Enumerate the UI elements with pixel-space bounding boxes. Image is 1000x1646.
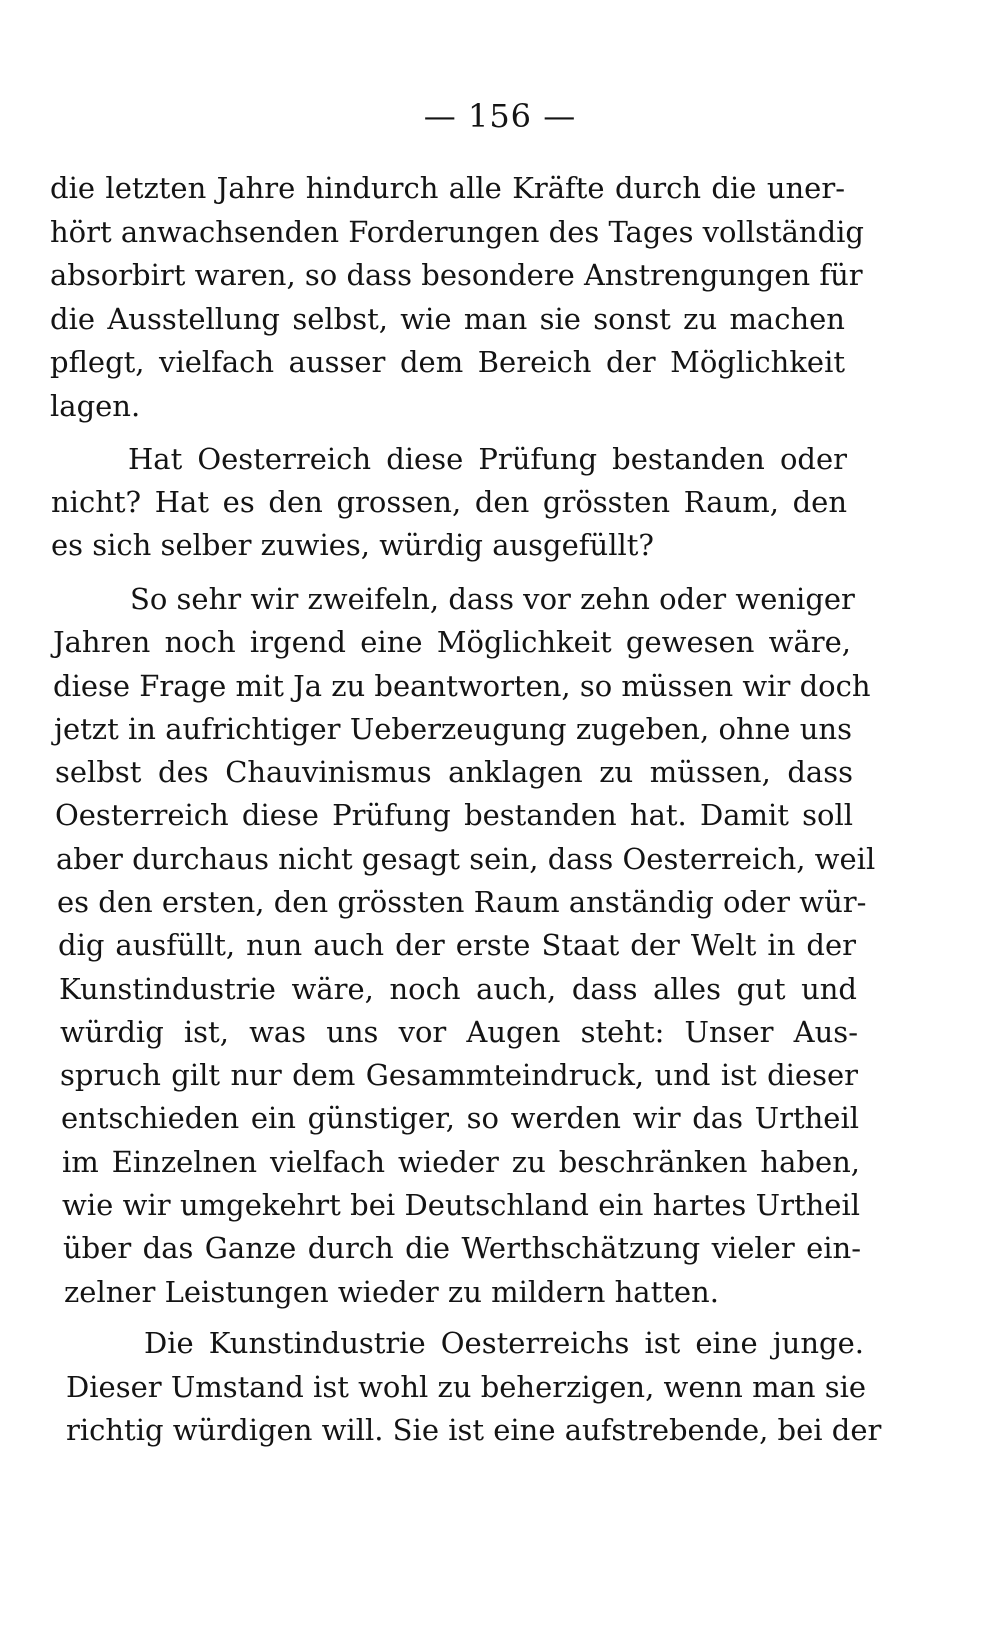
text-line: Kunstindustrie wäre, noch auch, dass alles gut und [59,972,857,1006]
text-line: Dieser Umstand ist wohl zu beherzigen, wenn man sie [66,1370,867,1404]
text-line: hört anwachsenden Forderungen des Tages vollständig [50,215,864,249]
text-line: es sich selber zuwies, würdig ausgefüllt? [51,528,654,562]
text-line: Jahren noch irgend eine Möglichkeit gewesen wäre, [53,625,851,659]
text-line: pflegt, vielfach ausser dem Bereich der Möglichkeit [50,345,845,379]
text-line: Hat Oesterreich diese Prüfung bestanden oder [128,442,847,476]
text-line: wie wir umgekehrt bei Deutschland ein hartes Urtheil [62,1188,860,1222]
text-line: im Einzelnen vielfach wieder zu beschränken haben, [62,1145,860,1179]
text-line: über das Ganze durch die Werthschätzung vieler ein- [63,1231,861,1265]
text-line: die Ausstellung selbst, wie man sie sonst zu machen [50,302,845,336]
text-line: dig ausfüllt, nun auch der erste Staat der Welt in der [58,928,856,962]
text-line: So sehr wir zweifeln, dass vor zehn oder weniger [130,582,855,616]
text-line: lagen. [50,389,141,423]
text-line: es den ersten, den grössten Raum anständig oder wür- [57,885,867,919]
text-line: würdig ist, was uns vor Augen steht: Unser Aus- [60,1015,858,1049]
text-line: aber durchaus nicht gesagt sein, dass Oesterreich, weil [56,842,876,876]
page-number: — 156 — [423,97,577,135]
text-line: jetzt in aufrichtiger Ueberzeugung zugeben, ohne uns [54,712,852,746]
text-line: diese Frage mit Ja zu beantworten, so müssen wir doch [53,669,871,703]
text-line: entschieden ein günstiger, so werden wir das Urtheil [61,1101,859,1135]
text-line: spruch gilt nur dem Gesammteindruck, und ist dieser [60,1058,858,1092]
text-line: zelner Leistungen wieder zu mildern hatten. [64,1275,719,1309]
text-line: Die Kunstindustrie Oesterreichs ist eine junge. [144,1326,864,1360]
text-line: Oesterreich diese Prüfung bestanden hat. Damit soll [55,798,853,832]
text-line: nicht? Hat es den grossen, den grössten Raum, den [51,485,847,519]
text-line: die letzten Jahre hindurch alle Kräfte durch die uner- [50,171,845,205]
text-line: richtig würdigen will. Sie ist eine aufstrebende, bei der [66,1413,882,1447]
text-line: absorbirt waren, so dass besondere Anstrengungen für [50,258,863,292]
text-line: selbst des Chauvinismus anklagen zu müssen, dass [55,755,853,789]
